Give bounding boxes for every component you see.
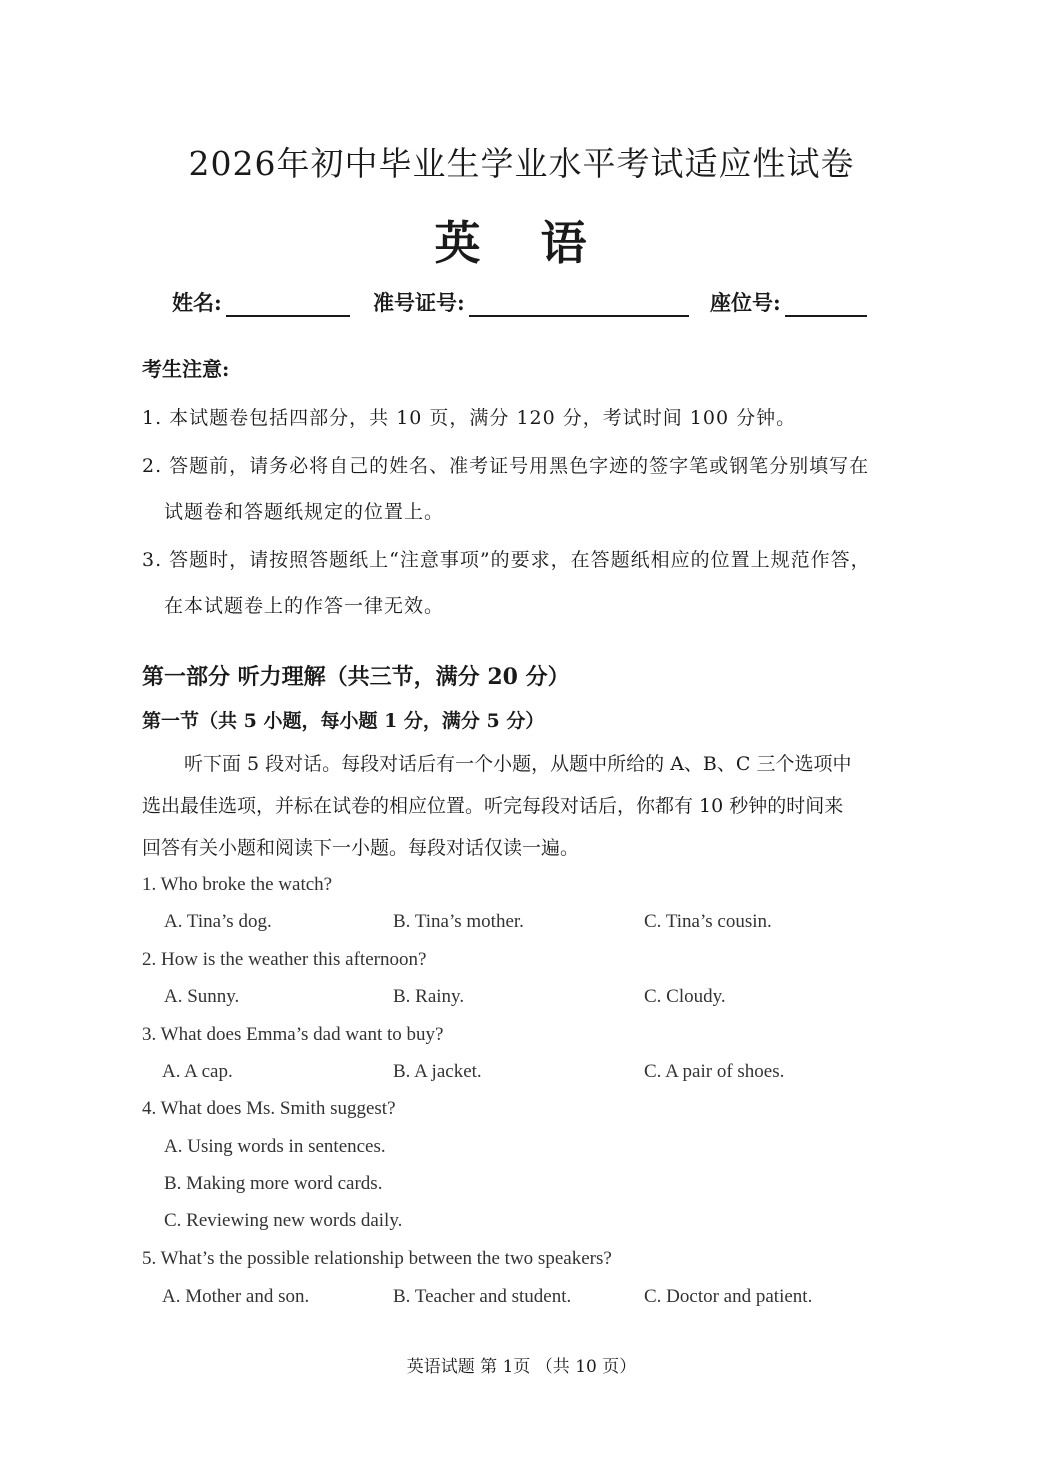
page-footer: 英语试题 第 1页 （共 10 页） xyxy=(406,1357,637,1377)
subject-title: 英 语 xyxy=(434,216,609,270)
question-stem: 2. How is the weather this afternoon? xyxy=(142,949,427,970)
option-c: C. Tina’s cousin. xyxy=(644,911,772,932)
option-a: A. A cap. xyxy=(162,1061,233,1082)
notice-item: 3. 答题时，请按照答题纸上“注意事项”的要求，在答题纸相应的位置上规范作答， xyxy=(142,549,871,571)
option-b: B. Making more word cards. xyxy=(164,1173,383,1194)
option-c: C. Doctor and patient. xyxy=(644,1286,813,1307)
option-b: B. Tina’s mother. xyxy=(393,911,524,932)
seat-field xyxy=(710,287,867,317)
instruction-line: 回答有关小题和阅读下一小题。每段对话仅读一遍。 xyxy=(142,837,580,859)
option-b: B. A jacket. xyxy=(393,1061,482,1082)
option-a: A. Using words in sentences. xyxy=(164,1136,386,1157)
notice-heading: 考生注意: xyxy=(142,357,230,381)
seat-label: 座位号: xyxy=(710,290,781,315)
instruction-line: 选出最佳选项，并标在试卷的相应位置。听完每段对话后，你都有 10 秒钟的时间来 xyxy=(142,795,844,817)
question-stem: 5. What’s the possible relationship between the two speakers? xyxy=(142,1248,612,1269)
option-c: C. A pair of shoes. xyxy=(644,1061,785,1082)
notice-item: 2. 答题前，请务必将自己的姓名、准考证号用黑色字迹的签字笔或钢笔分别填写在 xyxy=(142,455,870,477)
exam-title: 2026年初中毕业生学业水平考试适应性试卷 xyxy=(188,144,855,183)
option-a: A. Sunny. xyxy=(164,986,240,1007)
question-stem: 1. Who broke the watch? xyxy=(142,874,333,895)
ticket-field xyxy=(373,287,689,317)
option-c: C. Reviewing new words daily. xyxy=(164,1210,403,1231)
ticket-label: 准号证号: xyxy=(373,290,465,315)
option-c: C. Cloudy. xyxy=(644,986,726,1007)
question-stem: 3. What does Emma’s dad want to buy? xyxy=(142,1024,444,1045)
part1-heading: 第一部分 听力理解（共三节，满分 20 分） xyxy=(142,664,570,690)
option-a: A. Mother and son. xyxy=(162,1286,310,1307)
notice-item: 试题卷和答题纸规定的位置上。 xyxy=(164,501,445,523)
notice-item: 1. 本试题卷包括四部分，共 10 页，满分 120 分，考试时间 100 分钟。 xyxy=(142,407,797,429)
name-blank xyxy=(226,295,350,317)
option-a: A. Tina’s dog. xyxy=(164,911,272,932)
question-stem: 4. What does Ms. Smith suggest? xyxy=(142,1098,396,1119)
option-b: B. Teacher and student. xyxy=(393,1286,572,1307)
instruction-line: 听下面 5 段对话。每段对话后有一个小题，从题中所给的 A、B、C 三个选项中 xyxy=(184,753,852,775)
seat-blank xyxy=(785,295,867,317)
notice-item: 在本试题卷上的作答一律无效。 xyxy=(164,595,445,617)
ticket-blank xyxy=(469,295,689,317)
option-b: B. Rainy. xyxy=(393,986,465,1007)
name-field xyxy=(172,287,350,317)
section1-heading: 第一节（共 5 小题，每小题 1 分，满分 5 分） xyxy=(142,710,545,732)
name-label: 姓名: xyxy=(172,290,222,315)
